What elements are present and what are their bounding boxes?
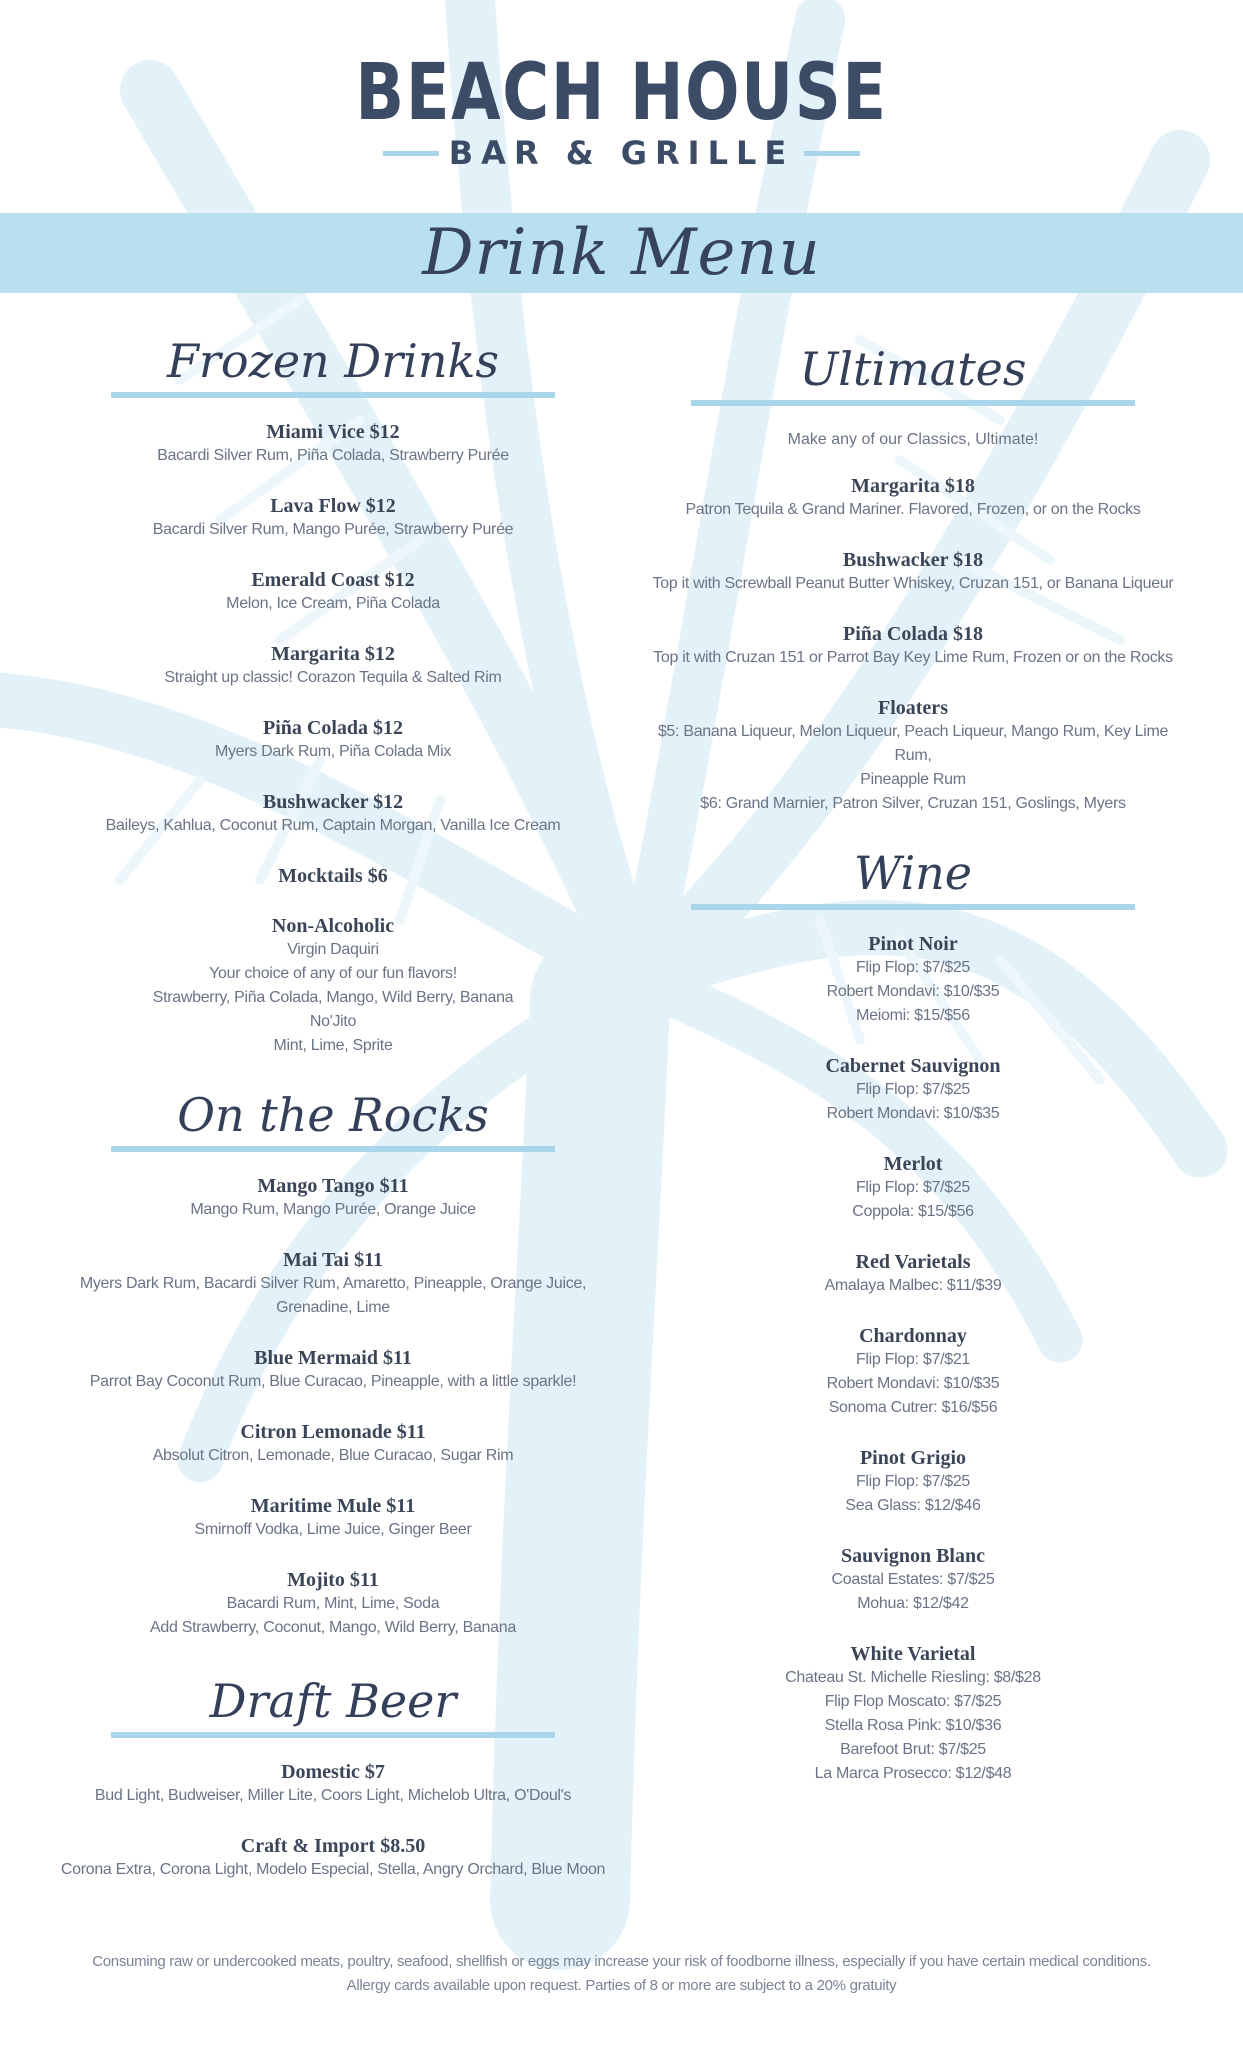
frozen-drinks-section xyxy=(40,330,626,1058)
menu-item-name: Bushwacker $18 xyxy=(842,549,984,571)
menu-item-name: Craft & Import $8.50 xyxy=(240,1835,426,1857)
draft-beer-list xyxy=(40,1760,626,1882)
menu-item-description: Parrot Bay Coconut Rum, Blue Curacao, Pineapple, with a little sparkle! xyxy=(89,1373,577,1390)
menu-item-name: Margarita $12 xyxy=(271,643,395,665)
section-rule xyxy=(691,400,1135,406)
menu-item xyxy=(40,914,626,1058)
menu-item-description: Robert Mondavi: $10/$35 xyxy=(826,983,1000,1000)
section-header xyxy=(40,1084,626,1152)
section-rule xyxy=(111,392,555,398)
menu-item-description: Sea Glass: $12/$46 xyxy=(845,1497,981,1514)
menu-item xyxy=(640,1324,1186,1420)
menu-item-description: Virgin Daquiri xyxy=(287,941,379,958)
menu-item xyxy=(40,1568,626,1640)
menu-item-description: Amalaya Malbec: $11/$39 xyxy=(824,1277,1002,1294)
menu-item-name: Margarita $18 xyxy=(851,475,975,497)
menu-item xyxy=(40,1248,626,1320)
menu-item-name: Blue Mermaid $11 xyxy=(254,1347,412,1369)
section-header xyxy=(640,842,1186,910)
section-title: Wine xyxy=(853,846,973,900)
banner-title: Drink Menu xyxy=(422,216,821,290)
menu-item-description: Corona Extra, Corona Light, Modelo Especial, Stella, Angry Orchard, Blue Moon xyxy=(60,1861,606,1878)
menu-item-description: Sonoma Cutrer: $16/$56 xyxy=(828,1399,998,1416)
menu-item xyxy=(640,548,1186,596)
logo-divider-left xyxy=(383,151,439,156)
on-the-rocks-section xyxy=(40,1084,626,1640)
menu-item xyxy=(640,932,1186,1028)
menu-item xyxy=(40,790,626,838)
menu-item-name: Non-Alcoholic xyxy=(271,915,395,937)
menu-item xyxy=(40,568,626,616)
menu-item xyxy=(640,1152,1186,1224)
section-header xyxy=(40,330,626,398)
menu-item-description: Flip Flop: $7/$25 xyxy=(855,1179,971,1196)
menu-item-description: Straight up classic! Corazon Tequila & Salted Rim xyxy=(164,669,502,686)
section-title: On the Rocks xyxy=(177,1088,489,1142)
menu-item-description: $5: Banana Liqueur, Melon Liqueur, Peach Liqueur, Mango Rum, Key Lime Rum, xyxy=(657,723,1169,764)
menu-item-description: Bud Light, Budweiser, Miller Lite, Coors Light, Michelob Ultra, O'Doul's xyxy=(94,1787,572,1804)
ultimates-intro: Make any of our Classics, Ultimate! xyxy=(787,431,1039,448)
menu-item-description: No'Jito xyxy=(309,1013,357,1030)
menu-item-description: La Marca Prosecco: $12/$48 xyxy=(814,1765,1012,1782)
menu-item-name: Mojito $11 xyxy=(287,1569,379,1591)
menu-item-description: Mango Rum, Mango Purée, Orange Juice xyxy=(190,1201,476,1218)
section-title: Ultimates xyxy=(799,342,1027,396)
menu-item-name: Piña Colada $18 xyxy=(842,623,984,645)
menu-item-description: Meiomi: $15/$56 xyxy=(856,1007,970,1024)
menu-item-description: Bacardi Silver Rum, Piña Colada, Strawberry Purée xyxy=(157,447,509,464)
left-column xyxy=(40,330,626,1908)
menu-item xyxy=(40,1494,626,1542)
logo-subtitle-row xyxy=(0,134,1243,172)
menu-item-description: Flip Flop: $7/$25 xyxy=(855,959,971,976)
frozen-drinks-list xyxy=(40,420,626,1058)
menu-item-description: Flip Flop: $7/$21 xyxy=(855,1351,971,1368)
menu-item-description: Bacardi Silver Rum, Mango Purée, Strawberry Purée xyxy=(152,521,514,538)
menu-item-name: Bushwacker $12 xyxy=(262,791,404,813)
menu-item-description: Add Strawberry, Coconut, Mango, Wild Berry, Banana xyxy=(150,1619,516,1636)
section-rule xyxy=(111,1146,555,1152)
wine-list xyxy=(640,932,1186,1786)
menu-item-name: Cabernet Sauvignon xyxy=(825,1055,1001,1077)
menu-item-description: Chateau St. Michelle Riesling: $8/$28 xyxy=(785,1669,1041,1686)
logo xyxy=(0,48,1243,172)
menu-item xyxy=(40,716,626,764)
menu-item-name: Merlot xyxy=(883,1153,943,1175)
ultimates-section xyxy=(640,338,1186,816)
menu-item-name: Citron Lemonade $11 xyxy=(240,1421,426,1443)
menu-item xyxy=(40,642,626,690)
draft-beer-section xyxy=(40,1670,626,1882)
menu-item-name: Lava Flow $12 xyxy=(270,495,396,517)
right-column xyxy=(640,338,1186,1812)
menu-item-description: Coastal Estates: $7/$25 xyxy=(831,1571,995,1588)
logo-subtitle: BAR & GRILLE xyxy=(448,134,795,172)
menu-item-name: Red Varietals xyxy=(855,1251,971,1273)
on-the-rocks-list xyxy=(40,1174,626,1640)
menu-item xyxy=(640,1446,1186,1518)
menu-item xyxy=(640,1250,1186,1298)
menu-item-description: Grenadine, Lime xyxy=(276,1299,390,1316)
menu-item xyxy=(640,696,1186,816)
footer-line-1: Consuming raw or undercooked meats, poultry, seafood, shellfish or eggs may increase your risk of foodborne illness, especially if you have certain medical conditions. xyxy=(92,1953,1151,1970)
menu-item-description: Absolut Citron, Lemonade, Blue Curacao, Sugar Rim xyxy=(152,1447,514,1464)
footer-line-2: Allergy cards available upon request. Parties of 8 or more are subject to a 20% gratuity xyxy=(346,1977,897,1994)
menu-item-description: Mint, Lime, Sprite xyxy=(273,1037,393,1054)
ultimates-list xyxy=(640,474,1186,816)
menu-item xyxy=(40,1420,626,1468)
menu-item-name: Sauvignon Blanc xyxy=(841,1545,985,1567)
footer-disclaimer xyxy=(0,1950,1243,1998)
menu-item-name: Emerald Coast $12 xyxy=(251,569,415,591)
section-title: Frozen Drinks xyxy=(167,334,499,388)
menu-item xyxy=(40,420,626,468)
menu-item-description: $6: Grand Marnier, Patron Silver, Cruzan 151, Goslings, Myers xyxy=(700,795,1126,812)
menu-item-name: Domestic $7 xyxy=(281,1761,385,1783)
menu-item xyxy=(40,494,626,542)
logo-divider-right xyxy=(804,151,860,156)
menu-item-description: Your choice of any of our fun flavors! xyxy=(209,965,457,982)
section-header xyxy=(40,1670,626,1738)
menu-item-description: Bacardi Rum, Mint, Lime, Soda xyxy=(226,1595,440,1612)
menu-item-name: Mocktails $6 xyxy=(278,865,388,887)
menu-item-name: Chardonnay xyxy=(859,1325,967,1347)
menu-item xyxy=(640,1642,1186,1786)
menu-item xyxy=(640,474,1186,522)
menu-item-name: Piña Colada $12 xyxy=(262,717,404,739)
menu-item xyxy=(40,1834,626,1882)
menu-item-description: Flip Flop: $7/$25 xyxy=(855,1081,971,1098)
menu-item-name: Pinot Noir xyxy=(868,933,958,955)
menu-item xyxy=(640,1544,1186,1616)
menu-item-description: Barefoot Brut: $7/$25 xyxy=(840,1741,986,1758)
menu-item-description: Patron Tequila & Grand Mariner. Flavored, Frozen, or on the Rocks xyxy=(685,501,1141,518)
menu-item-description: Smirnoff Vodka, Lime Juice, Ginger Beer xyxy=(194,1521,472,1538)
menu-item xyxy=(40,1346,626,1394)
menu-item-name: Miami Vice $12 xyxy=(266,421,400,443)
menu-item xyxy=(40,1760,626,1808)
menu-item-description: Top it with Screwball Peanut Butter Whiskey, Cruzan 151, or Banana Liqueur xyxy=(652,575,1174,592)
menu-item xyxy=(40,1174,626,1222)
menu-item-name: Maritime Mule $11 xyxy=(250,1495,416,1517)
logo-title: BEACH HOUSE xyxy=(355,48,888,138)
menu-item-name: Floaters xyxy=(878,697,948,719)
menu-item-description: Stella Rosa Pink: $10/$36 xyxy=(824,1717,1002,1734)
menu-item-description: Coppola: $15/$56 xyxy=(852,1203,974,1220)
menu-item-description: Robert Mondavi: $10/$35 xyxy=(826,1105,1000,1122)
section-rule xyxy=(691,904,1135,910)
drink-menu-banner xyxy=(0,213,1243,293)
menu-item-description: Strawberry, Piña Colada, Mango, Wild Berry, Banana xyxy=(152,989,514,1006)
section-title: Draft Beer xyxy=(209,1674,457,1728)
wine-section xyxy=(640,842,1186,1786)
menu-item-description: Mohua: $12/$42 xyxy=(857,1595,969,1612)
menu-item-name: Mango Tango $11 xyxy=(257,1175,409,1197)
menu-item-description: Pineapple Rum xyxy=(860,771,966,788)
menu-item-description: Myers Dark Rum, Bacardi Silver Rum, Amaretto, Pineapple, Orange Juice, xyxy=(79,1275,587,1292)
menu-item-description: Melon, Ice Cream, Piña Colada xyxy=(226,595,440,612)
section-header xyxy=(640,338,1186,406)
menu-item-description: Myers Dark Rum, Piña Colada Mix xyxy=(214,743,452,760)
menu-item-name: Mai Tai $11 xyxy=(282,1249,384,1271)
menu-item-description: Top it with Cruzan 151 or Parrot Bay Key Lime Rum, Frozen or on the Rocks xyxy=(653,649,1173,666)
section-rule xyxy=(111,1732,555,1738)
menu-item xyxy=(640,1054,1186,1126)
menu-item xyxy=(640,622,1186,670)
menu-item-description: Flip Flop Moscato: $7/$25 xyxy=(824,1693,1002,1710)
menu-item-description: Robert Mondavi: $10/$35 xyxy=(826,1375,1000,1392)
menu-item-description: Baileys, Kahlua, Coconut Rum, Captain Morgan, Vanilla Ice Cream xyxy=(105,817,561,834)
menu-item-name: Pinot Grigio xyxy=(859,1447,967,1469)
menu-item xyxy=(40,864,626,888)
menu-item-description: Flip Flop: $7/$25 xyxy=(855,1473,971,1490)
menu-item-name: White Varietal xyxy=(850,1643,976,1665)
